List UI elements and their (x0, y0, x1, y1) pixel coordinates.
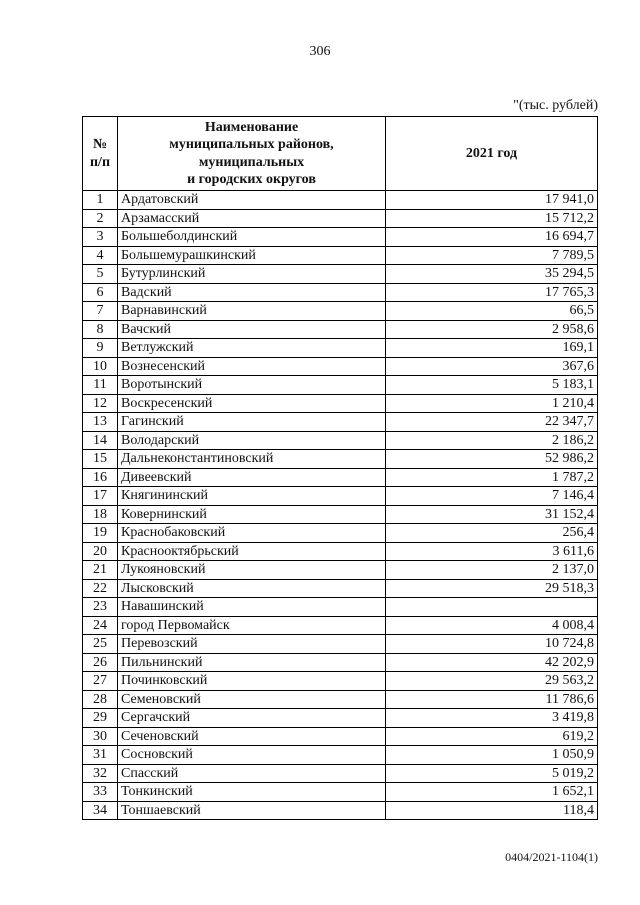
row-name-cell: Пильнинский (118, 653, 386, 672)
row-number-cell: 5 (83, 265, 118, 284)
row-number-cell: 32 (83, 764, 118, 783)
row-number-cell: 22 (83, 579, 118, 598)
table-row (83, 764, 598, 783)
row-value-cell: 29 563,2 (386, 672, 598, 691)
row-name-cell: Сергачский (118, 709, 386, 728)
header-name-line4: и городских округов (187, 172, 316, 187)
table-row (83, 524, 598, 543)
row-value-cell: 2 958,6 (386, 320, 598, 339)
table-row (83, 302, 598, 321)
row-name-cell: Вадский (118, 283, 386, 302)
row-number-cell: 19 (83, 524, 118, 543)
page-number: 306 (309, 44, 331, 59)
row-number-cell: 18 (83, 505, 118, 524)
row-name-cell: Лукояновский (118, 561, 386, 580)
row-value-cell: 52 986,2 (386, 450, 598, 469)
row-value-cell: 16 694,7 (386, 228, 598, 247)
header-year: 2021 год (386, 117, 598, 191)
row-value-cell: 11 786,6 (386, 690, 598, 709)
table-row (83, 339, 598, 358)
budget-table (82, 116, 598, 820)
row-value-cell: 7 146,4 (386, 487, 598, 506)
row-number-cell: 2 (83, 209, 118, 228)
row-value-cell: 1 787,2 (386, 468, 598, 487)
row-number-cell: 31 (83, 746, 118, 765)
table-row (83, 672, 598, 691)
row-name-cell: Починковский (118, 672, 386, 691)
row-name-cell: Гагинский (118, 413, 386, 432)
row-name-cell: Варнавинский (118, 302, 386, 321)
row-value-cell: 29 518,3 (386, 579, 598, 598)
row-number-cell: 14 (83, 431, 118, 450)
unit-note: "(тыс. рублей) (513, 98, 598, 113)
table-row (83, 357, 598, 376)
row-value-cell: 256,4 (386, 524, 598, 543)
table-row (83, 468, 598, 487)
row-name-cell: Володарский (118, 431, 386, 450)
row-name-cell: Ардатовский (118, 191, 386, 210)
row-value-cell: 4 008,4 (386, 616, 598, 635)
row-value-cell: 1 050,9 (386, 746, 598, 765)
row-number-cell: 3 (83, 228, 118, 247)
row-value-cell: 118,4 (386, 801, 598, 820)
table-row (83, 561, 598, 580)
row-value-cell: 10 724,8 (386, 635, 598, 654)
table-row (83, 727, 598, 746)
table-row (83, 487, 598, 506)
row-value-cell: 169,1 (386, 339, 598, 358)
row-number-cell: 11 (83, 376, 118, 395)
row-number-cell: 10 (83, 357, 118, 376)
document-code: 0404/2021-1104(1) (505, 850, 598, 864)
row-name-cell: Навашинский (118, 598, 386, 617)
row-value-cell: 2 186,2 (386, 431, 598, 450)
row-name-cell: Тоншаевский (118, 801, 386, 820)
row-number-cell: 8 (83, 320, 118, 339)
row-number-cell: 15 (83, 450, 118, 469)
table-row (83, 653, 598, 672)
table-row (83, 320, 598, 339)
row-number-cell: 27 (83, 672, 118, 691)
table-row (83, 801, 598, 820)
header-name-line1: Наименование (204, 119, 299, 135)
row-number-cell: 28 (83, 690, 118, 709)
row-number-cell: 34 (83, 801, 118, 820)
row-value-cell: 66,5 (386, 302, 598, 321)
table-body (83, 191, 598, 820)
row-value-cell: 367,6 (386, 357, 598, 376)
row-number-cell: 21 (83, 561, 118, 580)
row-value-cell (386, 598, 598, 617)
row-name-cell: Вачский (118, 320, 386, 339)
table-row (83, 283, 598, 302)
table-header-row (83, 117, 598, 191)
row-value-cell: 3 419,8 (386, 709, 598, 728)
header-name-line3: муниципальных (198, 154, 305, 170)
row-number-cell: 7 (83, 302, 118, 321)
row-value-cell: 17 765,3 (386, 283, 598, 302)
row-value-cell: 3 611,6 (386, 542, 598, 561)
row-value-cell: 15 712,2 (386, 209, 598, 228)
table-row (83, 265, 598, 284)
row-name-cell: Дальнеконстантиновский (118, 450, 386, 469)
table-row (83, 413, 598, 432)
row-number-cell: 33 (83, 783, 118, 802)
table-row (83, 191, 598, 210)
row-number-cell: 20 (83, 542, 118, 561)
header-number-line2: п/п (89, 154, 111, 170)
row-value-cell: 1 210,4 (386, 394, 598, 413)
table-row (83, 746, 598, 765)
table-row (83, 228, 598, 247)
row-number-cell: 16 (83, 468, 118, 487)
row-value-cell: 17 941,0 (386, 191, 598, 210)
header-name-line2: муниципальных районов, (169, 137, 334, 152)
row-name-cell: Воскресенский (118, 394, 386, 413)
row-number-cell: 6 (83, 283, 118, 302)
table-row (83, 450, 598, 469)
table-row (83, 616, 598, 635)
table-row (83, 542, 598, 561)
row-number-cell: 25 (83, 635, 118, 654)
row-name-cell: Перевозский (118, 635, 386, 654)
header-number-line1: № (92, 137, 108, 152)
row-number-cell: 17 (83, 487, 118, 506)
row-name-cell: Вознесенский (118, 357, 386, 376)
table-row (83, 783, 598, 802)
row-number-cell: 12 (83, 394, 118, 413)
row-name-cell: Тонкинский (118, 783, 386, 802)
row-name-cell: Дивеевский (118, 468, 386, 487)
row-number-cell: 30 (83, 727, 118, 746)
row-name-cell: город Первомайск (118, 616, 386, 635)
table-row (83, 376, 598, 395)
table-row (83, 690, 598, 709)
table-row (83, 598, 598, 617)
table-row (83, 635, 598, 654)
row-name-cell: Сосновский (118, 746, 386, 765)
row-name-cell: Краснобаковский (118, 524, 386, 543)
row-name-cell: Арзамасский (118, 209, 386, 228)
row-number-cell: 29 (83, 709, 118, 728)
row-number-cell: 4 (83, 246, 118, 265)
table-row (83, 505, 598, 524)
row-value-cell: 42 202,9 (386, 653, 598, 672)
row-name-cell: Лысковский (118, 579, 386, 598)
row-number-cell: 23 (83, 598, 118, 617)
row-number-cell: 24 (83, 616, 118, 635)
row-value-cell: 35 294,5 (386, 265, 598, 284)
table-row (83, 709, 598, 728)
table-row (83, 246, 598, 265)
row-name-cell: Ковернинский (118, 505, 386, 524)
row-name-cell: Краснооктябрьский (118, 542, 386, 561)
row-name-cell: Большеболдинский (118, 228, 386, 247)
row-number-cell: 1 (83, 191, 118, 210)
row-value-cell: 5 183,1 (386, 376, 598, 395)
row-value-cell: 7 789,5 (386, 246, 598, 265)
row-value-cell: 619,2 (386, 727, 598, 746)
row-name-cell: Большемурашкинский (118, 246, 386, 265)
table-row (83, 209, 598, 228)
row-name-cell: Ветлужский (118, 339, 386, 358)
row-name-cell: Сеченовский (118, 727, 386, 746)
row-name-cell: Бутурлинский (118, 265, 386, 284)
row-name-cell: Семеновский (118, 690, 386, 709)
row-value-cell: 22 347,7 (386, 413, 598, 432)
row-value-cell: 1 652,1 (386, 783, 598, 802)
header-number (83, 117, 118, 191)
row-value-cell: 5 019,2 (386, 764, 598, 783)
row-number-cell: 13 (83, 413, 118, 432)
table-row (83, 431, 598, 450)
table-row (83, 579, 598, 598)
row-name-cell: Княгининский (118, 487, 386, 506)
row-name-cell: Спасский (118, 764, 386, 783)
row-number-cell: 9 (83, 339, 118, 358)
header-name (118, 117, 386, 191)
row-value-cell: 2 137,0 (386, 561, 598, 580)
row-value-cell: 31 152,4 (386, 505, 598, 524)
table-row (83, 394, 598, 413)
row-number-cell: 26 (83, 653, 118, 672)
row-name-cell: Воротынский (118, 376, 386, 395)
